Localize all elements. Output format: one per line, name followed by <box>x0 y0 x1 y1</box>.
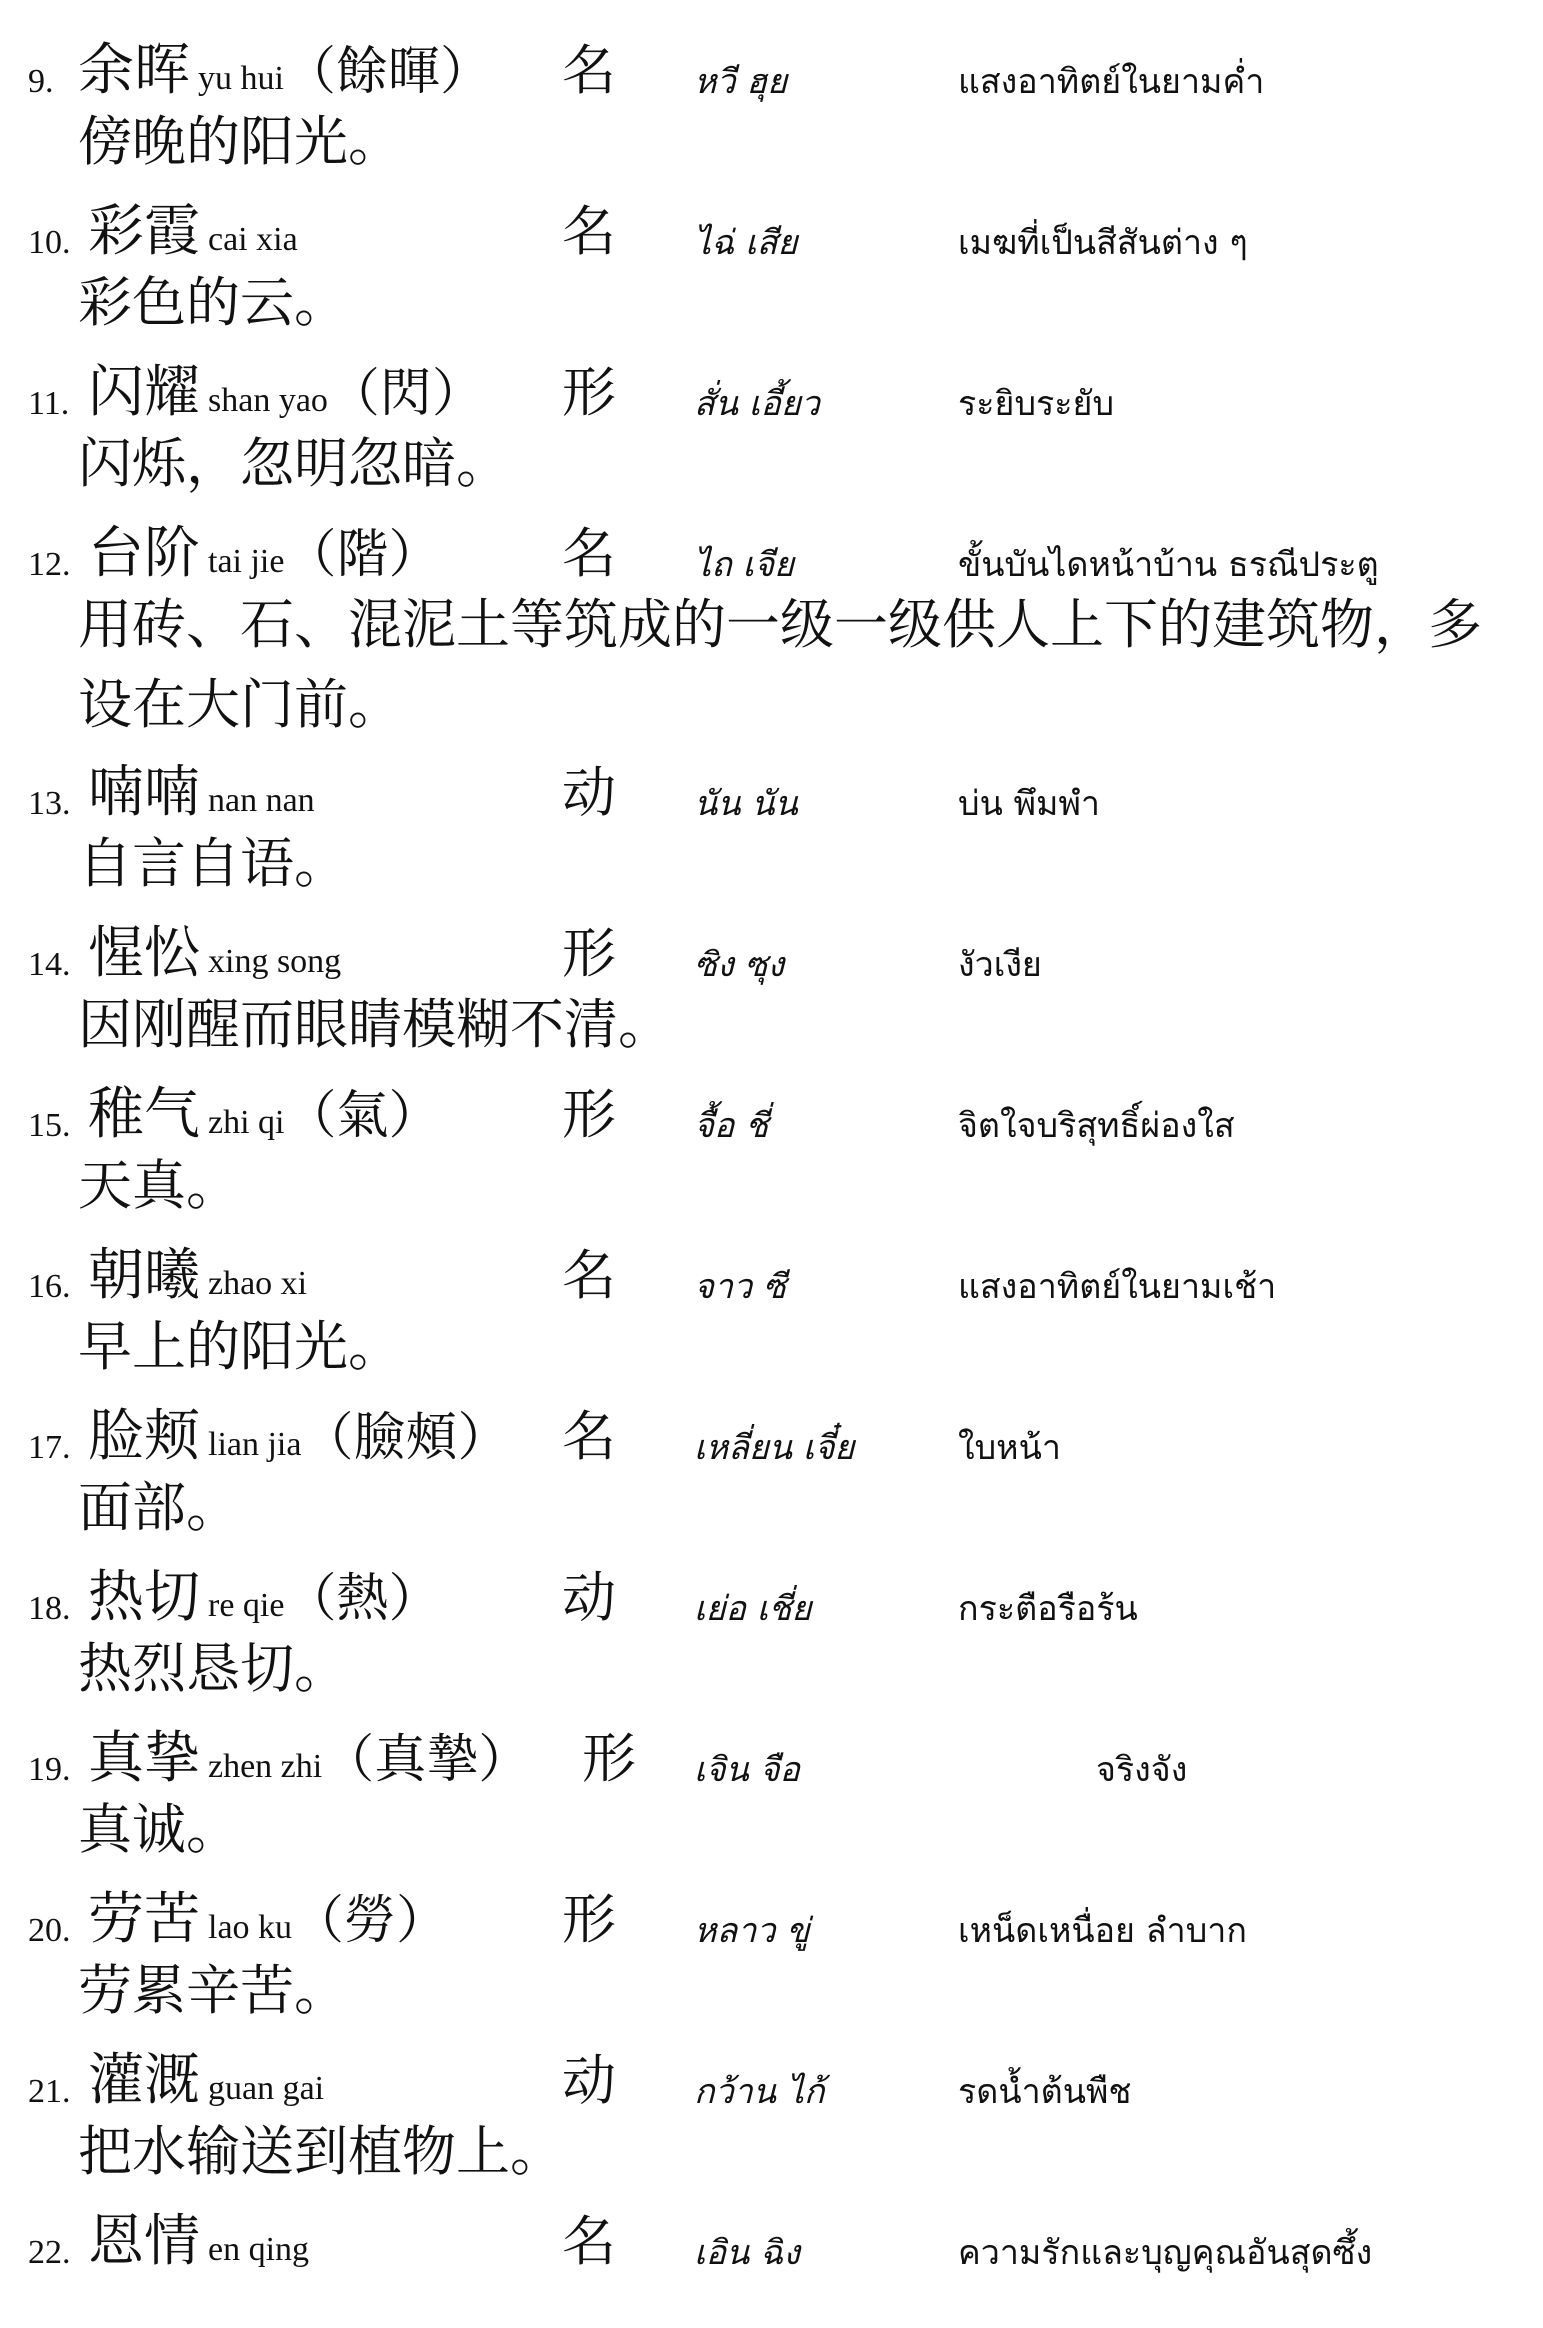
thai-meaning: ความรักและบุญคุณอันสุดซึ้ง <box>958 2233 1373 2273</box>
vocab-entry <box>0 903 1543 1063</box>
part-of-speech: 形 <box>562 1083 616 1146</box>
thai-meaning: บ่น พึมพำ <box>958 784 1100 824</box>
vocab-entry <box>0 20 1543 180</box>
entry-header <box>0 181 1543 264</box>
pinyin: guan gai <box>208 2070 325 2107</box>
entry-header <box>0 20 1543 103</box>
thai-meaning: งัวเงีย <box>958 945 1042 985</box>
thai-pronunciation: สั่น เอี้ยว <box>694 384 820 424</box>
entry-header <box>0 2191 1543 2274</box>
traditional-form: （熱） <box>284 1569 441 1629</box>
headword: 劳苦 <box>88 1887 200 1952</box>
pinyin: yu hui <box>198 60 284 97</box>
entry-header <box>0 1386 1543 1469</box>
entry-number: 9. <box>28 63 54 100</box>
thai-pronunciation: ซิง ซุง <box>694 945 785 985</box>
entry-header <box>0 342 1543 425</box>
thai-meaning: ระยิบระยับ <box>958 384 1115 424</box>
thai-pronunciation: นัน นัน <box>694 784 798 824</box>
entry-number: 11. <box>28 385 70 422</box>
thai-pronunciation: ไฉ่ เสีย <box>694 223 798 263</box>
vocab-entry <box>0 1386 1543 1546</box>
pinyin: re qie <box>208 1587 285 1624</box>
thai-pronunciation: จาว ซี <box>694 1267 786 1307</box>
vocab-entry <box>0 1064 1543 1224</box>
entry-word-line <box>88 1887 448 1961</box>
thai-pronunciation: เจิน จือ <box>694 1750 800 1790</box>
thai-pronunciation: เอิน ฉิง <box>694 2233 800 2273</box>
thai-meaning: แสงอาทิตย์ในยามเช้า <box>958 1267 1277 1307</box>
vocab-entry <box>0 1225 1543 1385</box>
entry-word-line <box>88 1082 441 1156</box>
headword: 热切 <box>88 1565 200 1630</box>
thai-pronunciation: หลาว ขู่ <box>694 1911 810 1951</box>
pinyin: tai jie <box>208 543 285 580</box>
entry-number: 20. <box>28 1912 71 1949</box>
pinyin: nan nan <box>208 782 315 819</box>
thai-pronunciation: เหลี่ยน เจี๋ย <box>694 1428 855 1468</box>
headword: 彩霞 <box>88 199 200 264</box>
headword: 余晖 <box>78 38 190 103</box>
entry-header <box>0 2030 1543 2113</box>
chinese-definition: 因刚醒而眼睛模糊不清。 <box>78 993 672 1056</box>
entry-number: 16. <box>28 1268 71 1305</box>
traditional-form: （勞） <box>292 1891 449 1951</box>
vocab-entry <box>0 1708 1543 1868</box>
part-of-speech: 动 <box>562 1566 616 1629</box>
part-of-speech: 形 <box>562 1888 616 1951</box>
traditional-form: （閃） <box>327 364 484 424</box>
traditional-form: （氣） <box>284 1086 441 1146</box>
entry-number: 22. <box>28 2234 71 2271</box>
pinyin: xing song <box>208 943 342 980</box>
entry-number: 13. <box>28 785 71 822</box>
part-of-speech: 动 <box>562 2049 616 2112</box>
pinyin: zhi qi <box>208 1104 285 1141</box>
entry-number: 19. <box>28 1751 71 1788</box>
part-of-speech: 形 <box>562 361 616 424</box>
entry-header <box>0 1708 1543 1791</box>
pinyin: lian jia <box>208 1426 302 1463</box>
entry-header <box>0 503 1543 586</box>
chinese-definition: 闪烁，忽明忽暗。 <box>78 432 510 495</box>
chinese-definition: 用砖、石、混泥土等筑成的一级一级供人上下的建筑物，多设在大门前。 <box>78 593 1482 736</box>
entry-header <box>0 1225 1543 1308</box>
vocab-entry <box>0 742 1543 902</box>
traditional-form: （真摯） <box>322 1730 531 1790</box>
thai-meaning: กระตือรือร้น <box>958 1589 1138 1629</box>
entry-word-line <box>88 1243 307 1317</box>
chinese-definition: 自言自语。 <box>78 832 348 895</box>
chinese-definition: 把水输送到植物上。 <box>78 2120 564 2183</box>
entry-number: 15. <box>28 1107 71 1144</box>
thai-meaning: แสงอาทิตย์ในยามค่ำ <box>958 62 1265 102</box>
pinyin: en qing <box>208 2231 310 2268</box>
thai-pronunciation: เย่อ เชี่ย <box>694 1589 812 1629</box>
headword: 台阶 <box>88 521 200 586</box>
pinyin: zhen zhi <box>208 1748 323 1785</box>
vocab-entry <box>0 503 1543 743</box>
part-of-speech: 名 <box>562 200 616 263</box>
pinyin: shan yao <box>208 382 328 419</box>
thai-meaning: รดน้ำต้นพืช <box>958 2072 1132 2112</box>
entry-word-line <box>88 1726 530 1800</box>
thai-meaning: จริงจัง <box>1096 1750 1188 1790</box>
entry-word-line <box>88 360 484 434</box>
traditional-form: （階） <box>284 525 441 585</box>
chinese-definition: 早上的阳光。 <box>78 1315 402 1378</box>
thai-meaning: เหน็ดเหนื่อย ลำบาก <box>958 1911 1247 1951</box>
pinyin: cai xia <box>208 221 298 258</box>
pinyin: lao ku <box>208 1909 293 1946</box>
traditional-form: （臉頰） <box>301 1408 510 1468</box>
vocab-entry <box>0 181 1543 341</box>
entry-word-line <box>78 38 492 112</box>
thai-meaning: ใบหน้า <box>958 1428 1061 1468</box>
entry-word-line <box>88 760 315 834</box>
headword: 朝曦 <box>88 1243 200 1308</box>
thai-pronunciation: หวี ฮุย <box>694 62 787 102</box>
headword: 灌溉 <box>88 2048 200 2113</box>
entry-number: 12. <box>28 546 71 583</box>
chinese-definition: 傍晚的阳光。 <box>78 110 402 173</box>
chinese-definition: 天真。 <box>78 1154 240 1217</box>
chinese-definition: 劳累辛苦。 <box>78 1959 348 2022</box>
part-of-speech: 动 <box>562 761 616 824</box>
part-of-speech: 形 <box>582 1727 636 1790</box>
part-of-speech: 名 <box>562 39 616 102</box>
thai-pronunciation: จื้อ ชี่ <box>694 1106 769 1146</box>
entry-header <box>0 1547 1543 1630</box>
headword: 惺忪 <box>88 921 200 986</box>
vocab-entry <box>0 2191 1543 2311</box>
chinese-definition: 热烈恳切。 <box>78 1637 348 1700</box>
thai-meaning: จิตใจบริสุทธิ์ผ่องใส <box>958 1106 1235 1146</box>
thai-pronunciation: ไถ เจีย <box>694 545 794 585</box>
entry-header <box>0 742 1543 825</box>
entry-number: 10. <box>28 224 71 261</box>
vocab-entry <box>0 1869 1543 2029</box>
chinese-definition: 真诚。 <box>78 1798 240 1861</box>
entry-header <box>0 1064 1543 1147</box>
chinese-definition: 面部。 <box>78 1476 240 1539</box>
entry-number: 21. <box>28 2073 71 2110</box>
traditional-form: （餘暉） <box>283 42 492 102</box>
part-of-speech: 名 <box>562 522 616 585</box>
vocab-entry <box>0 2030 1543 2190</box>
part-of-speech: 形 <box>562 922 616 985</box>
entry-word-line <box>88 2048 324 2122</box>
entry-word-line <box>88 1565 440 1639</box>
part-of-speech: 名 <box>562 1405 616 1468</box>
entry-word-line <box>88 521 440 595</box>
entry-word-line <box>88 199 298 273</box>
thai-meaning: ขั้นบันไดหน้าบ้าน ธรณีประตู <box>958 545 1379 585</box>
headword: 真挚 <box>88 1726 200 1791</box>
vocab-entry <box>0 342 1543 502</box>
entry-number: 14. <box>28 946 71 983</box>
headword: 稚气 <box>88 1082 200 1147</box>
chinese-definition: 彩色的云。 <box>78 271 348 334</box>
headword: 喃喃 <box>88 760 200 825</box>
headword: 恩情 <box>88 2209 200 2274</box>
thai-meaning: เมฆที่เป็นสีสันต่าง ๆ <box>958 223 1248 263</box>
entry-word-line <box>88 921 341 995</box>
part-of-speech: 名 <box>562 2210 616 2273</box>
entry-word-line <box>88 1404 509 1478</box>
entry-number: 18. <box>28 1590 71 1627</box>
thai-pronunciation: กว้าน ไก้ <box>694 2072 825 2112</box>
vocab-entry <box>0 1547 1543 1707</box>
headword: 闪耀 <box>88 360 200 425</box>
part-of-speech: 名 <box>562 1244 616 1307</box>
entry-header <box>0 1869 1543 1952</box>
pinyin: zhao xi <box>208 1265 308 1302</box>
entry-word-line <box>88 2209 309 2283</box>
entry-number: 17. <box>28 1429 71 1466</box>
headword: 脸颊 <box>88 1404 200 1469</box>
entry-header <box>0 903 1543 986</box>
